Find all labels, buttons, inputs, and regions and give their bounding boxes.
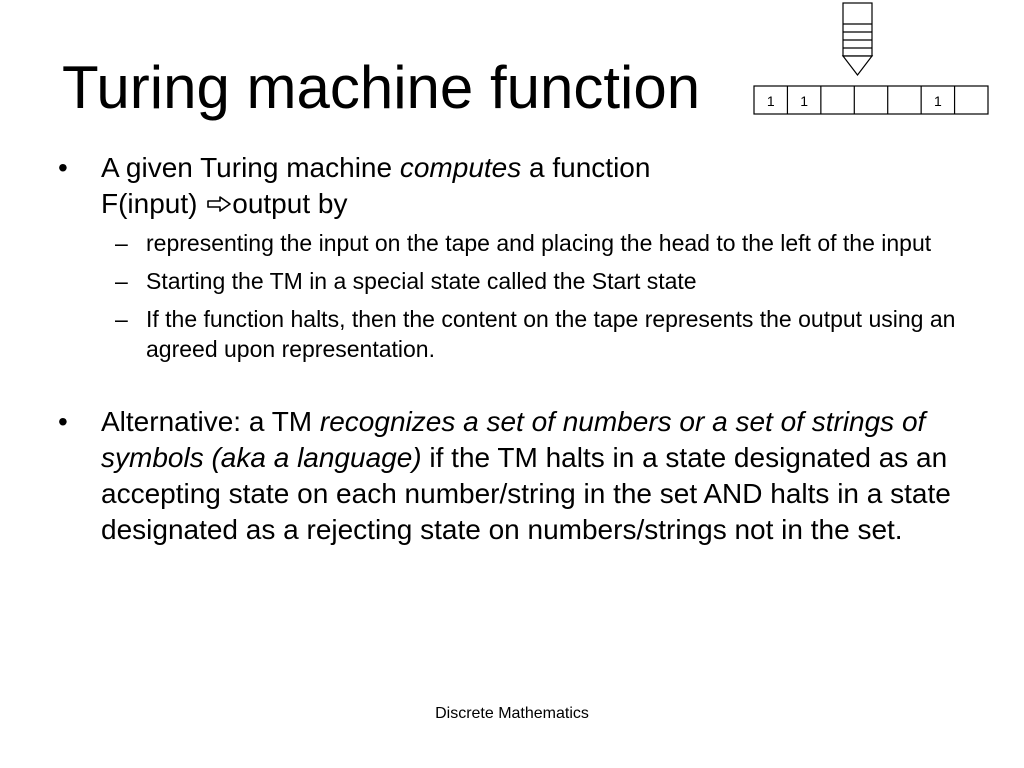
sub-bullet-item bbox=[101, 228, 968, 258]
sub-bullet-text: representing the input on the tape and placing the head to the left of the input bbox=[146, 230, 932, 256]
footer-text: Discrete Mathematics bbox=[435, 705, 589, 722]
bullet-text: output by bbox=[232, 188, 348, 219]
bullet-line-1 bbox=[101, 150, 968, 186]
sub-bullet-item bbox=[101, 304, 968, 364]
right-arrow-icon bbox=[207, 196, 231, 212]
tape-cell: 1 bbox=[800, 93, 809, 109]
sub-bullet-text: If the function halts, then the content on the tape represents the output using an agreed upon representation. bbox=[146, 306, 956, 362]
bullet-list bbox=[58, 150, 968, 548]
bullet-text: F(input) bbox=[101, 188, 206, 219]
sub-bullet-item bbox=[101, 266, 968, 296]
bullet-item-alternative bbox=[58, 404, 968, 548]
tape bbox=[754, 86, 988, 114]
sub-bullet-list bbox=[101, 228, 968, 364]
tape-cell: 1 bbox=[933, 93, 942, 109]
tape-and-head-illustration bbox=[752, 0, 992, 118]
bullet-item-computes bbox=[58, 150, 968, 364]
bullet-emphasis: recognizes a set of numbers or a set of strings of symbols (aka a language) bbox=[101, 406, 926, 473]
bullet-emphasis: computes bbox=[399, 152, 522, 183]
sub-bullet-text: Starting the TM in a special state called the Start state bbox=[146, 268, 697, 294]
turing-machine-diagram bbox=[752, 0, 992, 118]
bullet-marker: • bbox=[58, 406, 68, 437]
bullet-line-2 bbox=[101, 186, 968, 222]
bullet-text: a function bbox=[521, 152, 651, 183]
sub-bullet-marker: – bbox=[115, 306, 128, 332]
sub-bullet-marker: – bbox=[115, 230, 128, 256]
bullet-text: if the TM halts in a state designated as an accepting state on each number/string in the set AND halts in a state designated as a rejecting state on numbers/strings not in the set. bbox=[101, 442, 951, 545]
bullet-marker: • bbox=[58, 152, 68, 183]
tape-head-icon bbox=[843, 3, 872, 75]
tape-cell: 1 bbox=[766, 93, 775, 109]
bullet-text: A given Turing machine bbox=[101, 152, 400, 183]
bullet-text: Alternative: a TM bbox=[101, 406, 320, 437]
sub-bullet-marker: – bbox=[115, 268, 128, 294]
slide-title: Turing machine function bbox=[62, 54, 701, 121]
